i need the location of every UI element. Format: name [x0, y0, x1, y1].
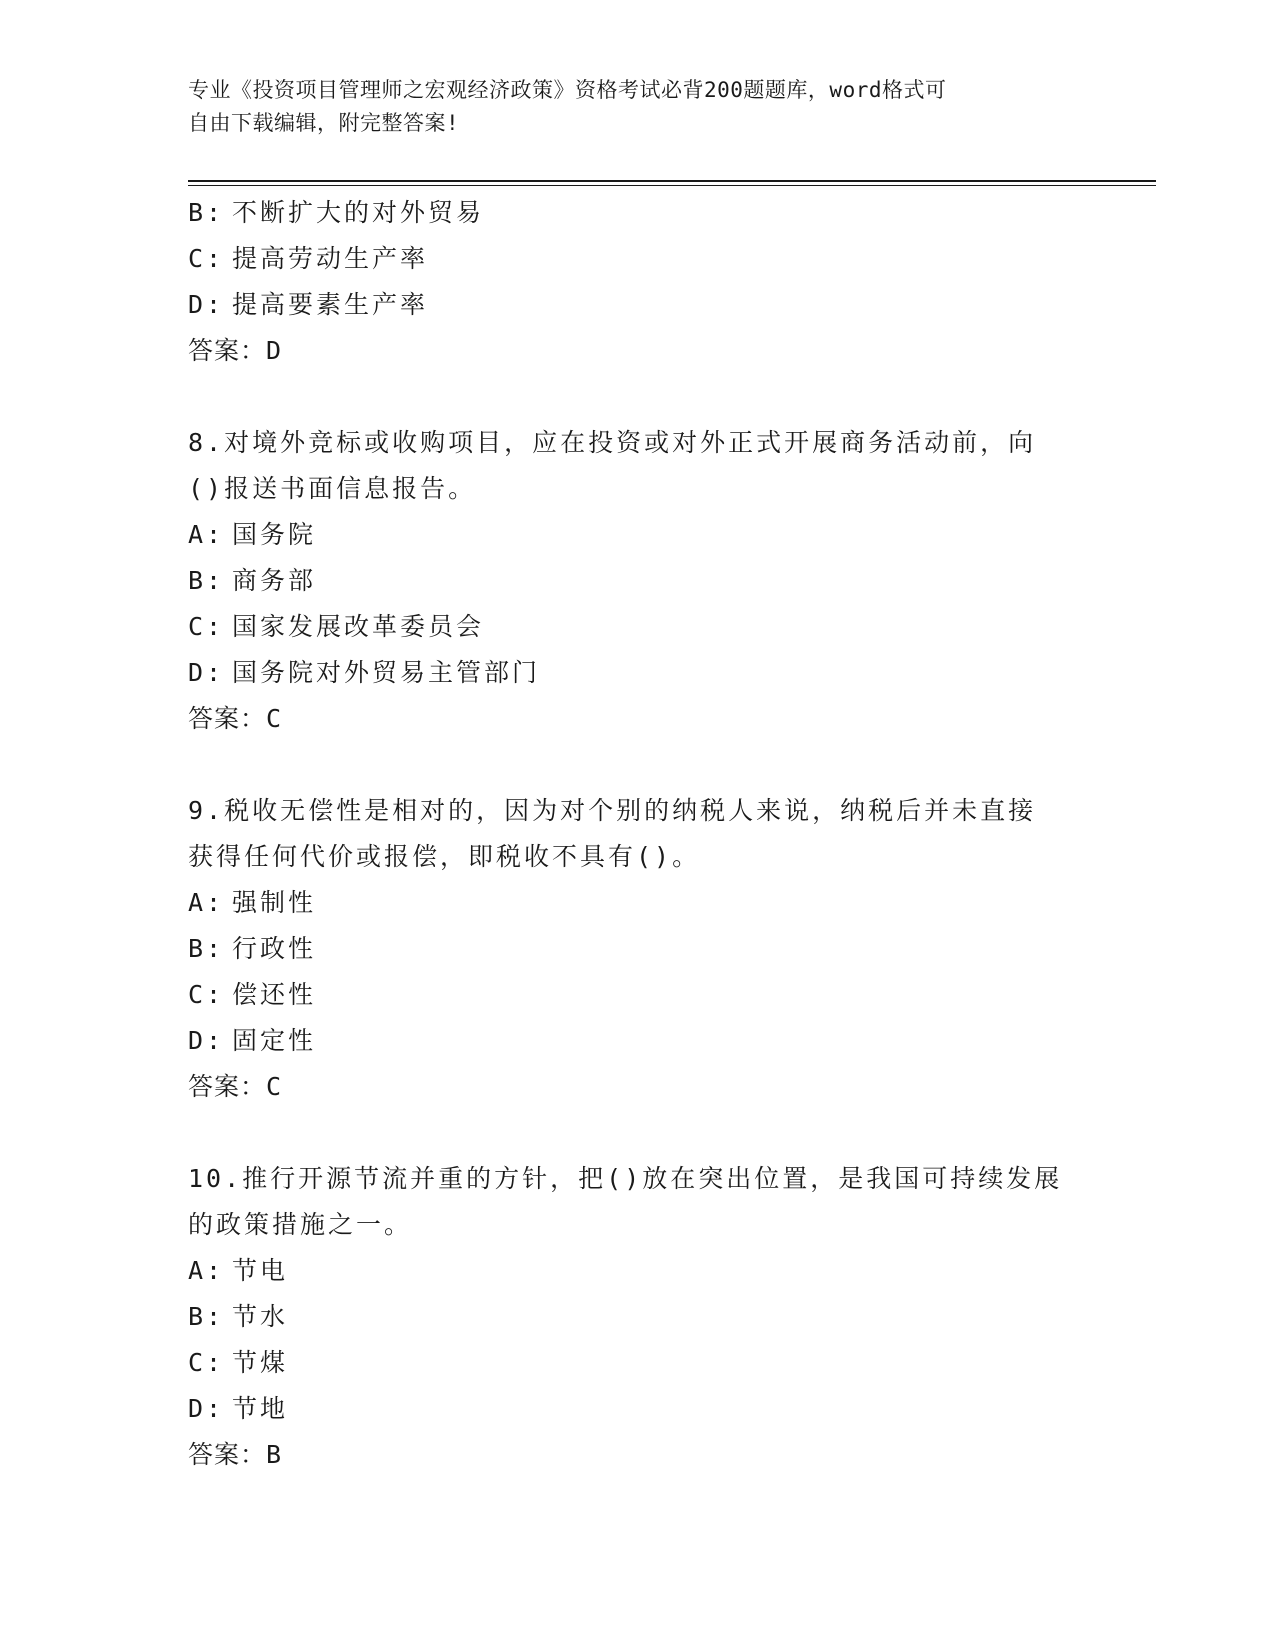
question-9: [188, 788, 1088, 1110]
option-a: A: 节电: [188, 1256, 289, 1285]
option-a: A: 国务院: [188, 520, 317, 549]
answer: 答案：C: [188, 1072, 283, 1101]
question-stem-line-1: 10.推行开源节流并重的方针，把()放在突出位置，是我国可持续发展: [188, 1164, 1063, 1193]
option-d: D: 固定性: [188, 1026, 317, 1055]
spacer: [188, 374, 1088, 420]
option-c: C: 节煤: [188, 1348, 289, 1377]
question-stem-line-1: 8.对境外竞标或收购项目，应在投资或对外正式开展商务活动前，向: [188, 428, 1037, 457]
header-line-1: 专业《投资项目管理师之宏观经济政策》资格考试必背200题题库，word格式可: [188, 78, 947, 102]
question-stem-line-1: 9.税收无偿性是相对的，因为对个别的纳税人来说，纳税后并未直接: [188, 796, 1037, 825]
question-stem-line-2: ()报送书面信息报告。: [188, 474, 477, 503]
question-stem-line-2: 获得任何代价或报偿，即税收不具有()。: [188, 842, 701, 871]
answer: 答案：B: [188, 1440, 283, 1469]
header-rule-thick: [188, 180, 1156, 182]
question-stem-line-2: 的政策措施之一。: [188, 1210, 413, 1239]
option-c: C: 提高劳动生产率: [188, 244, 429, 273]
question-list: [188, 190, 1088, 1478]
option-d: D: 国务院对外贸易主管部门: [188, 658, 541, 687]
answer: 答案：D: [188, 336, 283, 365]
option-c: C: 偿还性: [188, 980, 317, 1009]
document-header: [188, 74, 1068, 140]
answer: 答案：C: [188, 704, 283, 733]
option-c: C: 国家发展改革委员会: [188, 612, 485, 641]
option-b: B: 行政性: [188, 934, 317, 963]
question-8: [188, 420, 1088, 742]
option-d: D: 节地: [188, 1394, 289, 1423]
question-10: [188, 1156, 1088, 1478]
spacer: [188, 742, 1088, 788]
spacer: [188, 1110, 1088, 1156]
option-a: A: 强制性: [188, 888, 317, 917]
header-line-2: 自由下载编辑，附完整答案!: [188, 111, 460, 135]
question-7-continued: [188, 190, 1088, 374]
option-b: B: 节水: [188, 1302, 289, 1331]
option-b: B: 商务部: [188, 566, 317, 595]
option-d: D: 提高要素生产率: [188, 290, 429, 319]
header-rule-thin: [188, 185, 1156, 186]
option-b: B: 不断扩大的对外贸易: [188, 198, 485, 227]
